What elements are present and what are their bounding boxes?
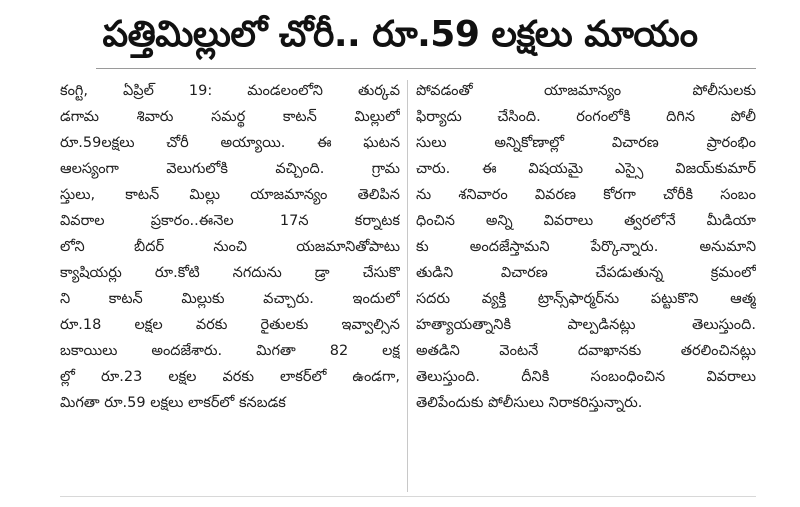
article-column-right bbox=[416, 78, 756, 416]
column-divider bbox=[407, 80, 408, 492]
text-line: క్యాషియర్లు రూ.కోటి నగదును డ్రా చేసుకొ bbox=[60, 265, 400, 281]
text-line: రూ.18 లక్షల వరకు రైతులకు ఇవ్వాల్సిన bbox=[60, 317, 400, 333]
text-line: డగామ శివారు సమర్థ కాటన్ మిల్లులో bbox=[60, 109, 400, 125]
text-line: ఫిర్యాదు చేసింది. రంగంలోకి దిగిన పోలీ bbox=[416, 109, 756, 125]
text-line: కంగ్టి, ఏప్రిల్ 19: మండలంలోని తుర్కవ bbox=[60, 83, 400, 99]
text-line: సదరు వ్యక్తి ట్రాన్స్‌ఫార్మర్‌ను పట్టుకొని ఆత్మ bbox=[416, 291, 756, 307]
text-line: అతడిని వెంటనే దవాఖానకు తరలించినట్లు bbox=[416, 343, 756, 359]
headline: పత్తిమిల్లులో చోరీ.. రూ.59 లక్షలు మాయం bbox=[102, 14, 698, 55]
text-line: చారు. ఈ విషయమై ఎస్సై విజయ్‌కుమార్ bbox=[416, 161, 756, 177]
text-line: హత్యాయత్నానికి పాల్పడినట్లు తెలుస్తుంది. bbox=[416, 317, 756, 333]
bottom-rule bbox=[60, 496, 756, 497]
text-line: తెలిపేందుకు పోలీసులు నిరాకరిస్తున్నారు. bbox=[416, 395, 643, 411]
text-line: తెలుస్తుంది. దీనికి సంబంధించిన వివరాలు bbox=[416, 369, 756, 385]
text-line: బకాయిలు అందజేశారు. మిగతా 82 లక్ష bbox=[60, 343, 400, 359]
article-column-left bbox=[60, 78, 400, 416]
text-line: స్తులు, కాటన్ మిల్లు యాజమాన్యం తెలిపిన bbox=[60, 187, 400, 203]
text-line: పోవడంతో యాజమాన్యం పోలీసులకు bbox=[416, 83, 756, 99]
text-line: ల్లో రూ.23 లక్షల వరకు లాకర్‌లో ఉండగా, bbox=[60, 369, 400, 385]
text-line: ధించిన అన్ని వివరాలు త్వరలోనే మీడియా bbox=[416, 213, 756, 229]
text-line: ను శనివారం వివరణ కోరగా చోరీకి సంబం bbox=[416, 187, 756, 203]
text-line: తుడిని విచారణ చేపడుతున్న క్రమంలో bbox=[416, 265, 756, 281]
text-line: ఆలస్యంగా వెలుగులోకి వచ్చింది. గ్రామ bbox=[60, 161, 400, 177]
text-line: రూ.59లక్షలు చోరీ అయ్యాయి. ఈ ఘటన bbox=[60, 135, 400, 151]
text-line: కు అందజేస్తామని పేర్కొన్నారు. అనుమాని bbox=[416, 239, 756, 255]
text-line: ని కాటన్ మిల్లుకు వచ్చారు. ఇందులో bbox=[60, 291, 400, 307]
headline-rule bbox=[96, 68, 756, 69]
text-line: వివరాల ప్రకారం..ఈనెల 17న కర్నాటక bbox=[60, 213, 400, 229]
text-line: మిగతా రూ.59 లక్షలు లాకర్‌లో కనబడక bbox=[60, 395, 286, 411]
text-line: సులు అన్నికోణాల్లో విచారణ ప్రారంభిం bbox=[416, 135, 756, 151]
text-line: లోని బీదర్ నుంచి యజమానితోపాటు bbox=[60, 239, 400, 255]
